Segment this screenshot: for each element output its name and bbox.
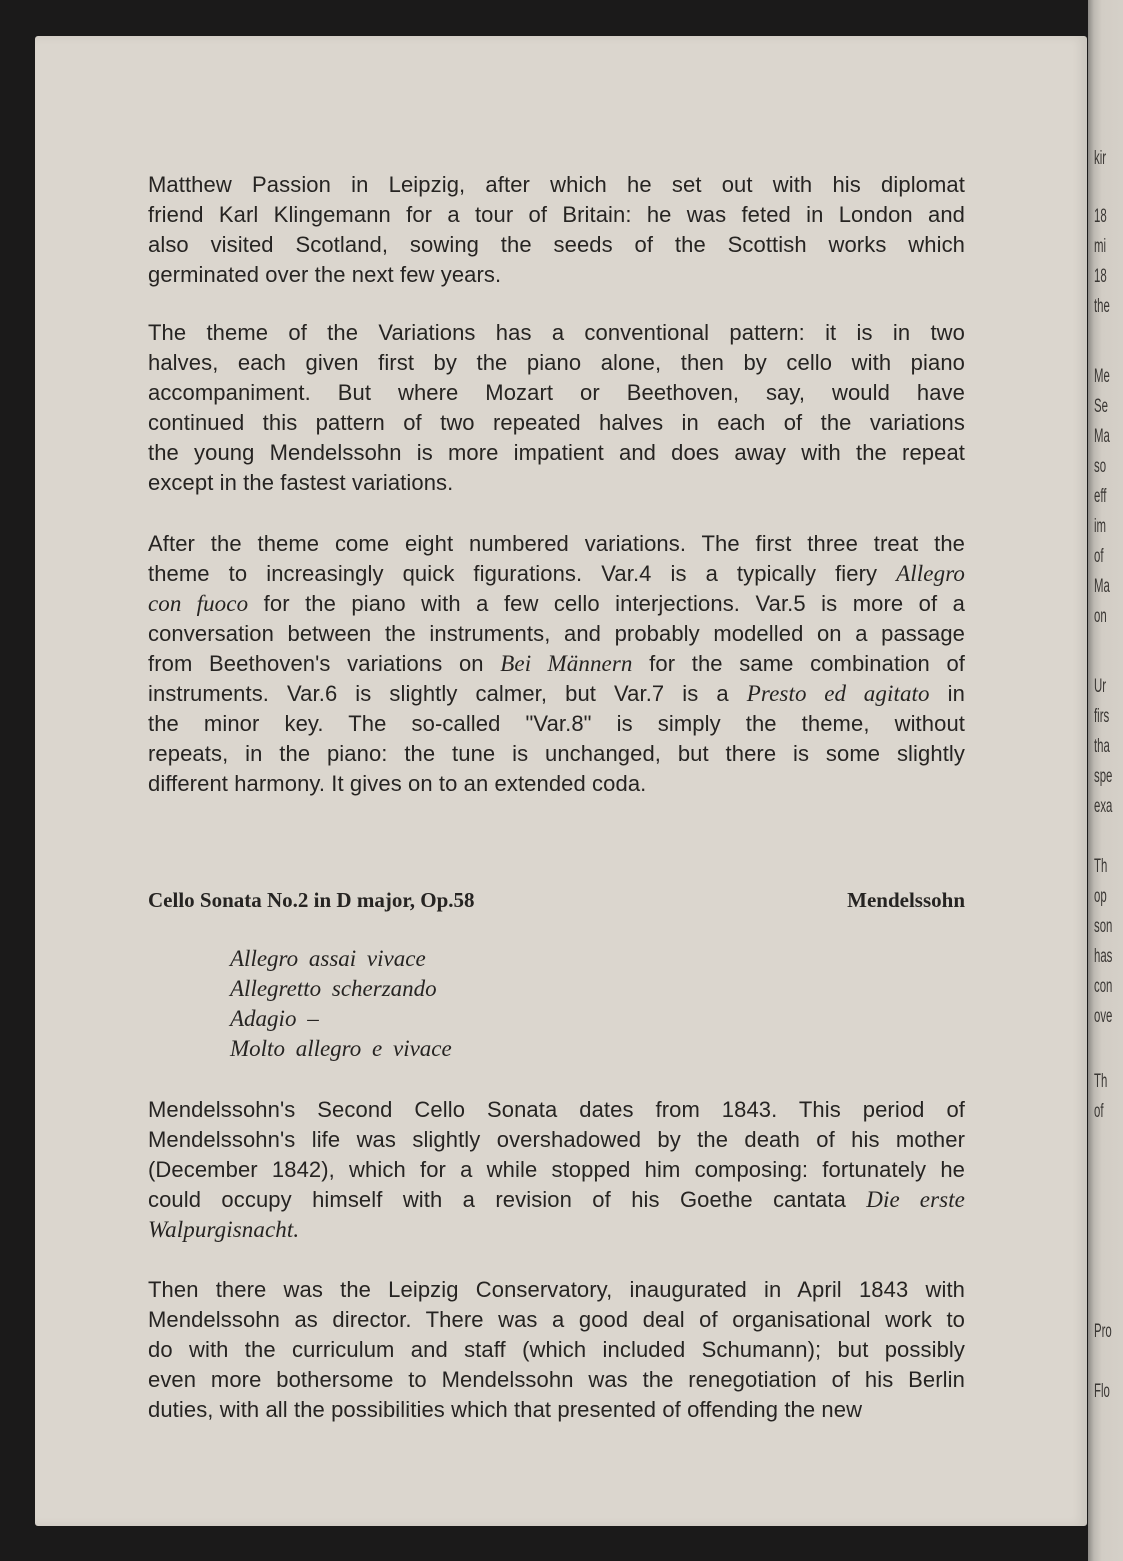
text-span: for the same combination of xyxy=(632,651,966,676)
movement: Allegro assai vivace xyxy=(230,946,426,971)
text-line xyxy=(148,1307,965,1333)
italic-text: Bei Männern xyxy=(500,651,633,676)
text-span: in xyxy=(929,681,966,706)
movement: Allegretto scherzando xyxy=(230,976,437,1001)
text-line xyxy=(148,741,965,767)
facing-page-fragment: mi xyxy=(1094,236,1107,257)
text-span: Then there was the Leipzig Conservatory, inaugurated in April 1843 with xyxy=(148,1277,965,1302)
text-span: instruments. Var.6 is slightly calmer, but Var.7 is a xyxy=(148,681,747,706)
italic-text: con fuoco xyxy=(148,591,249,616)
text-span: Mendelssohn as director. There was a good deal of organisational work to xyxy=(148,1307,965,1332)
italic-text: Presto ed agitato xyxy=(746,681,930,706)
text-line xyxy=(148,1217,965,1243)
text-line xyxy=(148,440,965,466)
facing-page-fragment: con xyxy=(1094,976,1113,997)
italic-text: Walpurgisnacht. xyxy=(148,1217,300,1242)
text-line xyxy=(148,1097,965,1123)
facing-page-fragment: firs xyxy=(1094,706,1110,727)
text-line xyxy=(148,1397,965,1423)
facing-page-fragment: exa xyxy=(1094,796,1113,817)
text-span: The theme of the Variations has a conventional pattern: it is in two xyxy=(148,320,965,345)
facing-page-fragment: Th xyxy=(1094,1071,1108,1092)
facing-page-fragment: 18 xyxy=(1094,266,1107,287)
text-span: except in the fastest variations. xyxy=(148,470,454,495)
movement: Molto allegro e vivace xyxy=(230,1036,452,1061)
text-span: Mendelssohn's Second Cello Sonata dates from 1843. This period of xyxy=(148,1097,965,1122)
text-line xyxy=(148,531,965,557)
text-line xyxy=(148,711,965,737)
facing-page-fragment: of xyxy=(1094,1101,1104,1122)
italic-text: Die erste xyxy=(866,1187,965,1212)
facing-page-fragment: eff xyxy=(1094,486,1107,507)
text-span: continued this pattern of two repeated halves in each of the variations xyxy=(148,410,965,435)
movement: Adagio – xyxy=(230,1006,319,1031)
text-span: theme to increasingly quick figurations. Var.4 is a typically fiery xyxy=(148,561,897,586)
text-span: for the piano with a few cello interjections. Var.5 is more of a xyxy=(248,591,965,616)
facing-page-fragment: ove xyxy=(1094,1006,1113,1027)
text-line xyxy=(148,1187,965,1213)
text-span: friend Karl Klingemann for a tour of Britain: he was feted in London and xyxy=(148,202,965,227)
text-line xyxy=(148,651,965,677)
facing-page-fragment: has xyxy=(1094,946,1113,967)
facing-page-fragment: Ma xyxy=(1094,576,1110,597)
text-span: from Beethoven's variations on xyxy=(148,651,501,676)
facing-page-fragment: son xyxy=(1094,916,1113,937)
text-line xyxy=(148,591,965,617)
facing-page-fragment: Flo xyxy=(1094,1381,1110,1402)
facing-page-fragment: Me xyxy=(1094,366,1110,387)
composer-name: Mendelssohn xyxy=(847,888,965,912)
text-line xyxy=(148,1337,965,1363)
facing-page-fragment: im xyxy=(1094,516,1107,537)
text-span: accompaniment. But where Mozart or Beethoven, say, would have xyxy=(148,380,965,405)
text-line xyxy=(148,380,965,406)
text-line xyxy=(148,1157,965,1183)
text-line xyxy=(148,350,965,376)
text-line xyxy=(148,771,965,797)
text-line xyxy=(148,262,965,288)
text-span: After the theme come eight numbered variations. The first three treat the xyxy=(148,531,965,556)
facing-page-fragment: Pro xyxy=(1094,1321,1112,1342)
work-heading xyxy=(148,888,965,913)
text-line xyxy=(148,621,965,647)
facing-page-fragment: the xyxy=(1094,296,1110,317)
text-span: even more bothersome to Mendelssohn was the renegotiation of his Berlin xyxy=(148,1367,965,1392)
text-span: do with the curriculum and staff (which included Schumann); but possibly xyxy=(148,1337,965,1362)
work-title: Cello Sonata No.2 in D major, Op.58 xyxy=(148,888,475,912)
facing-page-fragment: so xyxy=(1094,456,1107,477)
text-span: Matthew Passion in Leipzig, after which he set out with his diplomat xyxy=(148,172,965,197)
facing-page-fragment: op xyxy=(1094,886,1107,907)
text-span: conversation between the instruments, and probably modelled on a passage xyxy=(148,621,965,646)
text-line xyxy=(148,1127,965,1153)
text-span: different harmony. It gives on to an extended coda. xyxy=(148,771,647,796)
text-span: Mendelssohn's life was slightly overshadowed by the death of his mother xyxy=(148,1127,965,1152)
text-line xyxy=(148,172,965,198)
facing-page-fragment: Se xyxy=(1094,396,1108,417)
text-span: could occupy himself with a revision of his Goethe cantata xyxy=(148,1187,867,1212)
facing-page-fragment: Ma xyxy=(1094,426,1110,447)
text-span: repeats, in the piano: the tune is unchanged, but there is some slightly xyxy=(148,741,965,766)
text-span: the minor key. The so-called "Var.8" is simply the theme, without xyxy=(148,711,965,736)
text-span: (December 1842), which for a while stopped him composing: fortunately he xyxy=(148,1157,965,1182)
facing-page-fragment: spe xyxy=(1094,766,1113,787)
text-line xyxy=(148,1367,965,1393)
text-line xyxy=(148,1277,965,1303)
text-line xyxy=(148,470,965,496)
facing-page-fragment: tha xyxy=(1094,736,1110,757)
text-line xyxy=(148,410,965,436)
facing-page-fragment: of xyxy=(1094,546,1104,567)
facing-page-fragment: 18 xyxy=(1094,206,1107,227)
text-line xyxy=(148,681,965,707)
text-span: halves, each given first by the piano alone, then by cello with piano xyxy=(148,350,965,375)
facing-page-fragment: Ur xyxy=(1094,676,1107,697)
facing-page-fragment: Th xyxy=(1094,856,1108,877)
facing-page-fragment: kir xyxy=(1094,148,1107,169)
italic-text: Allegro xyxy=(896,561,965,586)
text-line xyxy=(148,232,965,258)
text-line xyxy=(148,320,965,346)
text-span: also visited Scotland, sowing the seeds of the Scottish works which xyxy=(148,232,965,257)
text-span: germinated over the next few years. xyxy=(148,262,502,287)
text-line xyxy=(148,561,965,587)
text-span: the young Mendelssohn is more impatient and does away with the repeat xyxy=(148,440,965,465)
text-line xyxy=(148,202,965,228)
facing-page-fragment: on xyxy=(1094,606,1107,627)
text-span: duties, with all the possibilities which that presented of offending the new xyxy=(148,1397,863,1422)
